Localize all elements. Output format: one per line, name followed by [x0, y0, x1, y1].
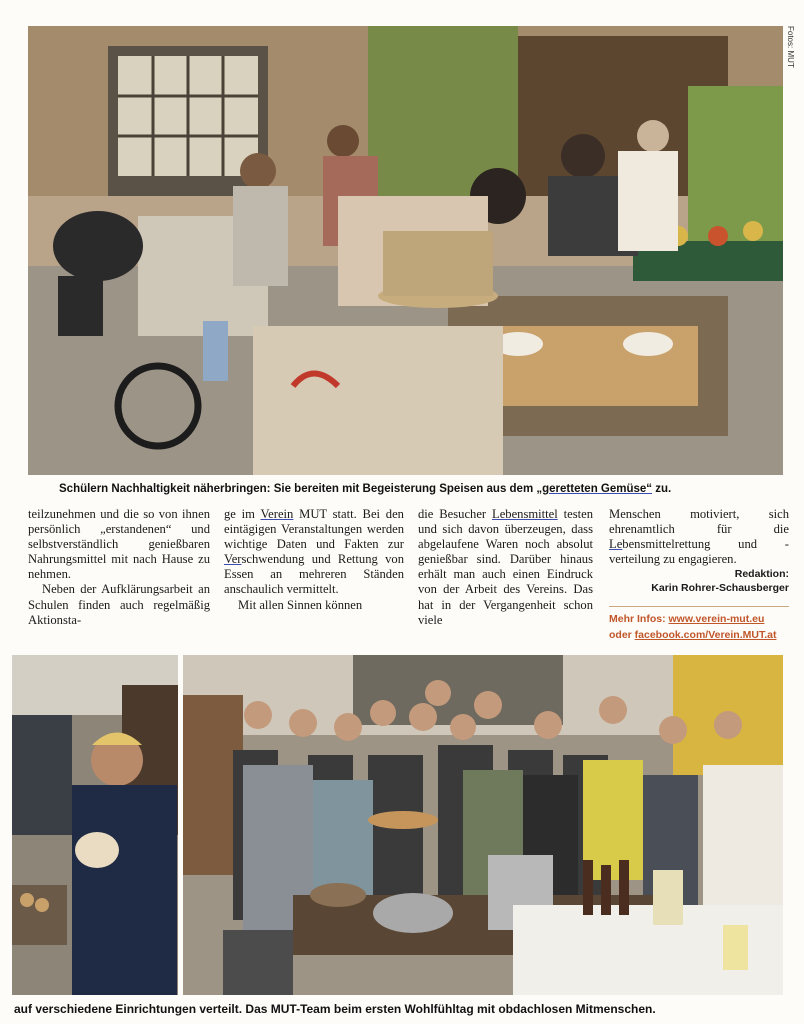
- caption-highlight: „geretteten Gemüse“: [536, 483, 653, 495]
- website-link[interactable]: www.verein-mut.eu: [668, 613, 765, 625]
- verein-link[interactable]: Verein: [260, 507, 294, 521]
- article-column-2: [224, 507, 404, 613]
- article-column-3: [418, 507, 593, 628]
- more-info-box: [609, 606, 789, 643]
- bottom-photo-caption: auf verschiedene Einrichtungen verteilt. Das MUT-Team beim ersten Wohlfühltag mit obdachlosen Mitmenschen.: [14, 1002, 656, 1016]
- column1-paragraph-2: Neben der Aufklärungsarbeit an Schulen finden auch regelmäßig Aktionsta-: [28, 582, 210, 627]
- column2-paragraph-2: Mit allen Sinnen können: [238, 597, 363, 612]
- column2-text-a: ge im: [224, 507, 261, 521]
- photo-mut-team-group: [183, 655, 783, 995]
- redaktion-credit: [609, 567, 789, 595]
- column3-text-a: die Besucher: [418, 507, 492, 521]
- column2-text-c: schwendung und Rettung von Essen an mehreren Ständen anschaulich vermittelt.: [224, 552, 404, 597]
- redaktion-label: Redaktion:: [734, 568, 789, 581]
- lebensmittelrettung-link[interactable]: Le: [609, 537, 623, 552]
- info-line-2: [609, 627, 789, 643]
- redaktion-name: Karin Rohrer-Schausberger: [651, 582, 789, 595]
- photo-man-image: [12, 655, 178, 995]
- photo-cooking-image: [28, 26, 783, 475]
- photo-group-image: [183, 655, 783, 995]
- column3-text-b: testen und sich davon überzeugen, dass abgelaufene Waren noch absolut genießbar sind. Darüber hinaus erhält man auch einen Eindruck von der Arbeit des Vereins. Das hat in der Vergangenheit schon viele: [418, 507, 593, 627]
- photo-man-with-bread: [12, 655, 178, 995]
- photo-cooking-courtyard: [28, 26, 783, 475]
- column2-text-b: MUT statt. Bei den eintägigen Veranstaltungen werden wichtige Daten und Fakten zur: [224, 507, 404, 552]
- top-photo-caption: [59, 483, 671, 495]
- info-label: Mehr Infos:: [609, 613, 669, 625]
- column4-text-b: bensmittelrettung und -verteilung zu engagieren.: [609, 537, 789, 567]
- caption-lead: Schülern Nachhaltigkeit näherbringen:: [59, 483, 271, 495]
- caption-text: Sie bereiten mit Begeisterung Speisen aus dem: [270, 483, 537, 495]
- column1-paragraph-1: teilzunehmen und die so von ihnen persönlich „erstandenen“ und selbstverständlich genießbaren Nahrungsmittel mit nach Hause zu nehmen.: [28, 507, 210, 582]
- facebook-link[interactable]: facebook.com/Verein.MUT.at: [634, 629, 777, 641]
- column4-text-a: Menschen motiviert, sich ehrenamtlich für die: [609, 507, 789, 537]
- column3-paragraph: [418, 507, 593, 628]
- lebensmittel-link[interactable]: Lebensmittel: [492, 507, 558, 521]
- column2-paragraph-1: [224, 507, 404, 598]
- photo-credit: Fotos: MUT: [786, 26, 795, 68]
- article-column-4: [609, 507, 789, 595]
- info-alt-prefix: oder: [609, 629, 635, 641]
- info-line-1: [609, 611, 789, 627]
- caption-end: zu.: [652, 483, 672, 495]
- column4-paragraph: [609, 507, 789, 567]
- article-column-1: [28, 507, 210, 628]
- verschwendung-link[interactable]: Ver: [224, 552, 242, 567]
